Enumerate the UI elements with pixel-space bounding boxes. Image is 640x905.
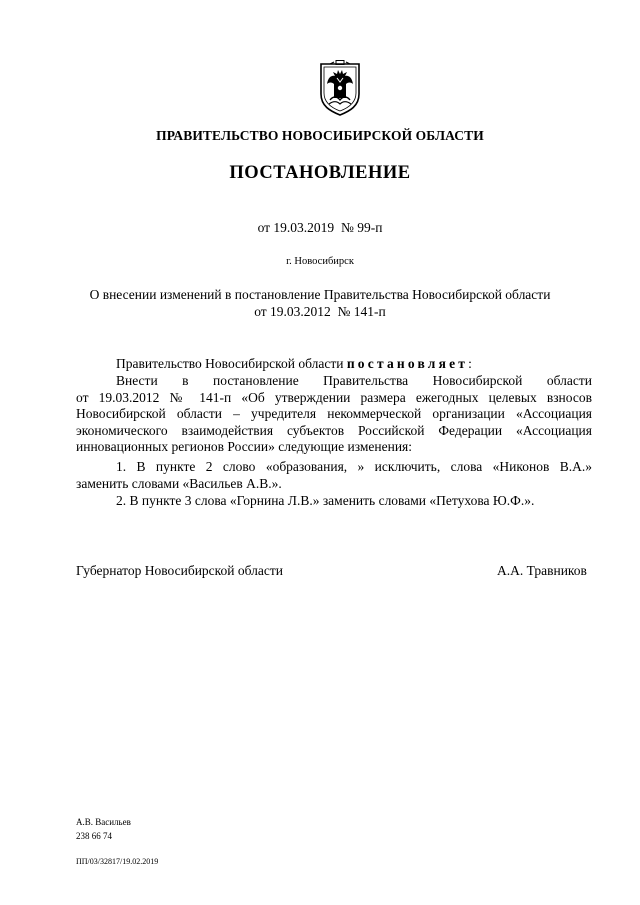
decree-intro: Правительство Новосибирской области [116, 356, 347, 371]
decree-paragraph [76, 356, 592, 373]
subject-line-2: от 19.03.2012 № 141-п [254, 304, 386, 319]
amend-line-3: Новосибирской области – учредителя некоммерческой организации «Ассоциация [76, 406, 592, 422]
amendment-item-2: 2. В пункте 3 слова «Горнина Л.В.» заменить словами «Петухова Ю.Ф.». [116, 493, 535, 508]
document-type: ПОСТАНОВЛЕНИЕ [229, 163, 411, 183]
amend-line-5: инновационных регионов России» следующие изменения: [76, 439, 413, 455]
document-date: от 19.03.2019 [257, 220, 335, 235]
organization-title: ПРАВИТЕЛЬСТВО НОВОСИБИРСКОЙ ОБЛАСТИ [156, 128, 484, 143]
item1-line-1: 1. В пункте 2 слово «образования, » исключить, слова «Никонов В.А.» [116, 459, 592, 474]
subject-line-1: О внесении изменений в постановление Правительства Новосибирской области [89, 287, 551, 302]
decree-colon: : [468, 356, 472, 371]
amend-line-4: экономического взаимодействия субъектов Российской Федерации «Ассоциация [76, 422, 592, 438]
registration-number: ПП/03/32817/19.02.2019 [76, 857, 159, 866]
amendment-item-1 [76, 459, 592, 492]
signatory-title: Губернатор Новосибирской области [76, 563, 284, 578]
document-city: г. Новосибирск [286, 256, 354, 267]
decree-word: постановляет [346, 356, 469, 371]
amendment-paragraph [76, 373, 592, 456]
document-number: № 99-п [340, 220, 383, 235]
document-date-number [0, 220, 640, 236]
amend-line-1: Внести в постановление Правительства Новосибирской области [116, 373, 592, 388]
document-subject [0, 286, 640, 320]
executor-phone: 238 66 74 [76, 831, 112, 841]
signatory-name: А.А. Травников [497, 563, 587, 578]
coat-of-arms-icon [318, 60, 362, 116]
executor-name: А.В. Васильев [76, 817, 131, 827]
amend-line-2: от 19.03.2012 № 141-п «Об утверждении размера ежегодных целевых взносов [76, 389, 592, 405]
item1-line-2: заменить словами «Васильев А.В.». [76, 475, 282, 491]
